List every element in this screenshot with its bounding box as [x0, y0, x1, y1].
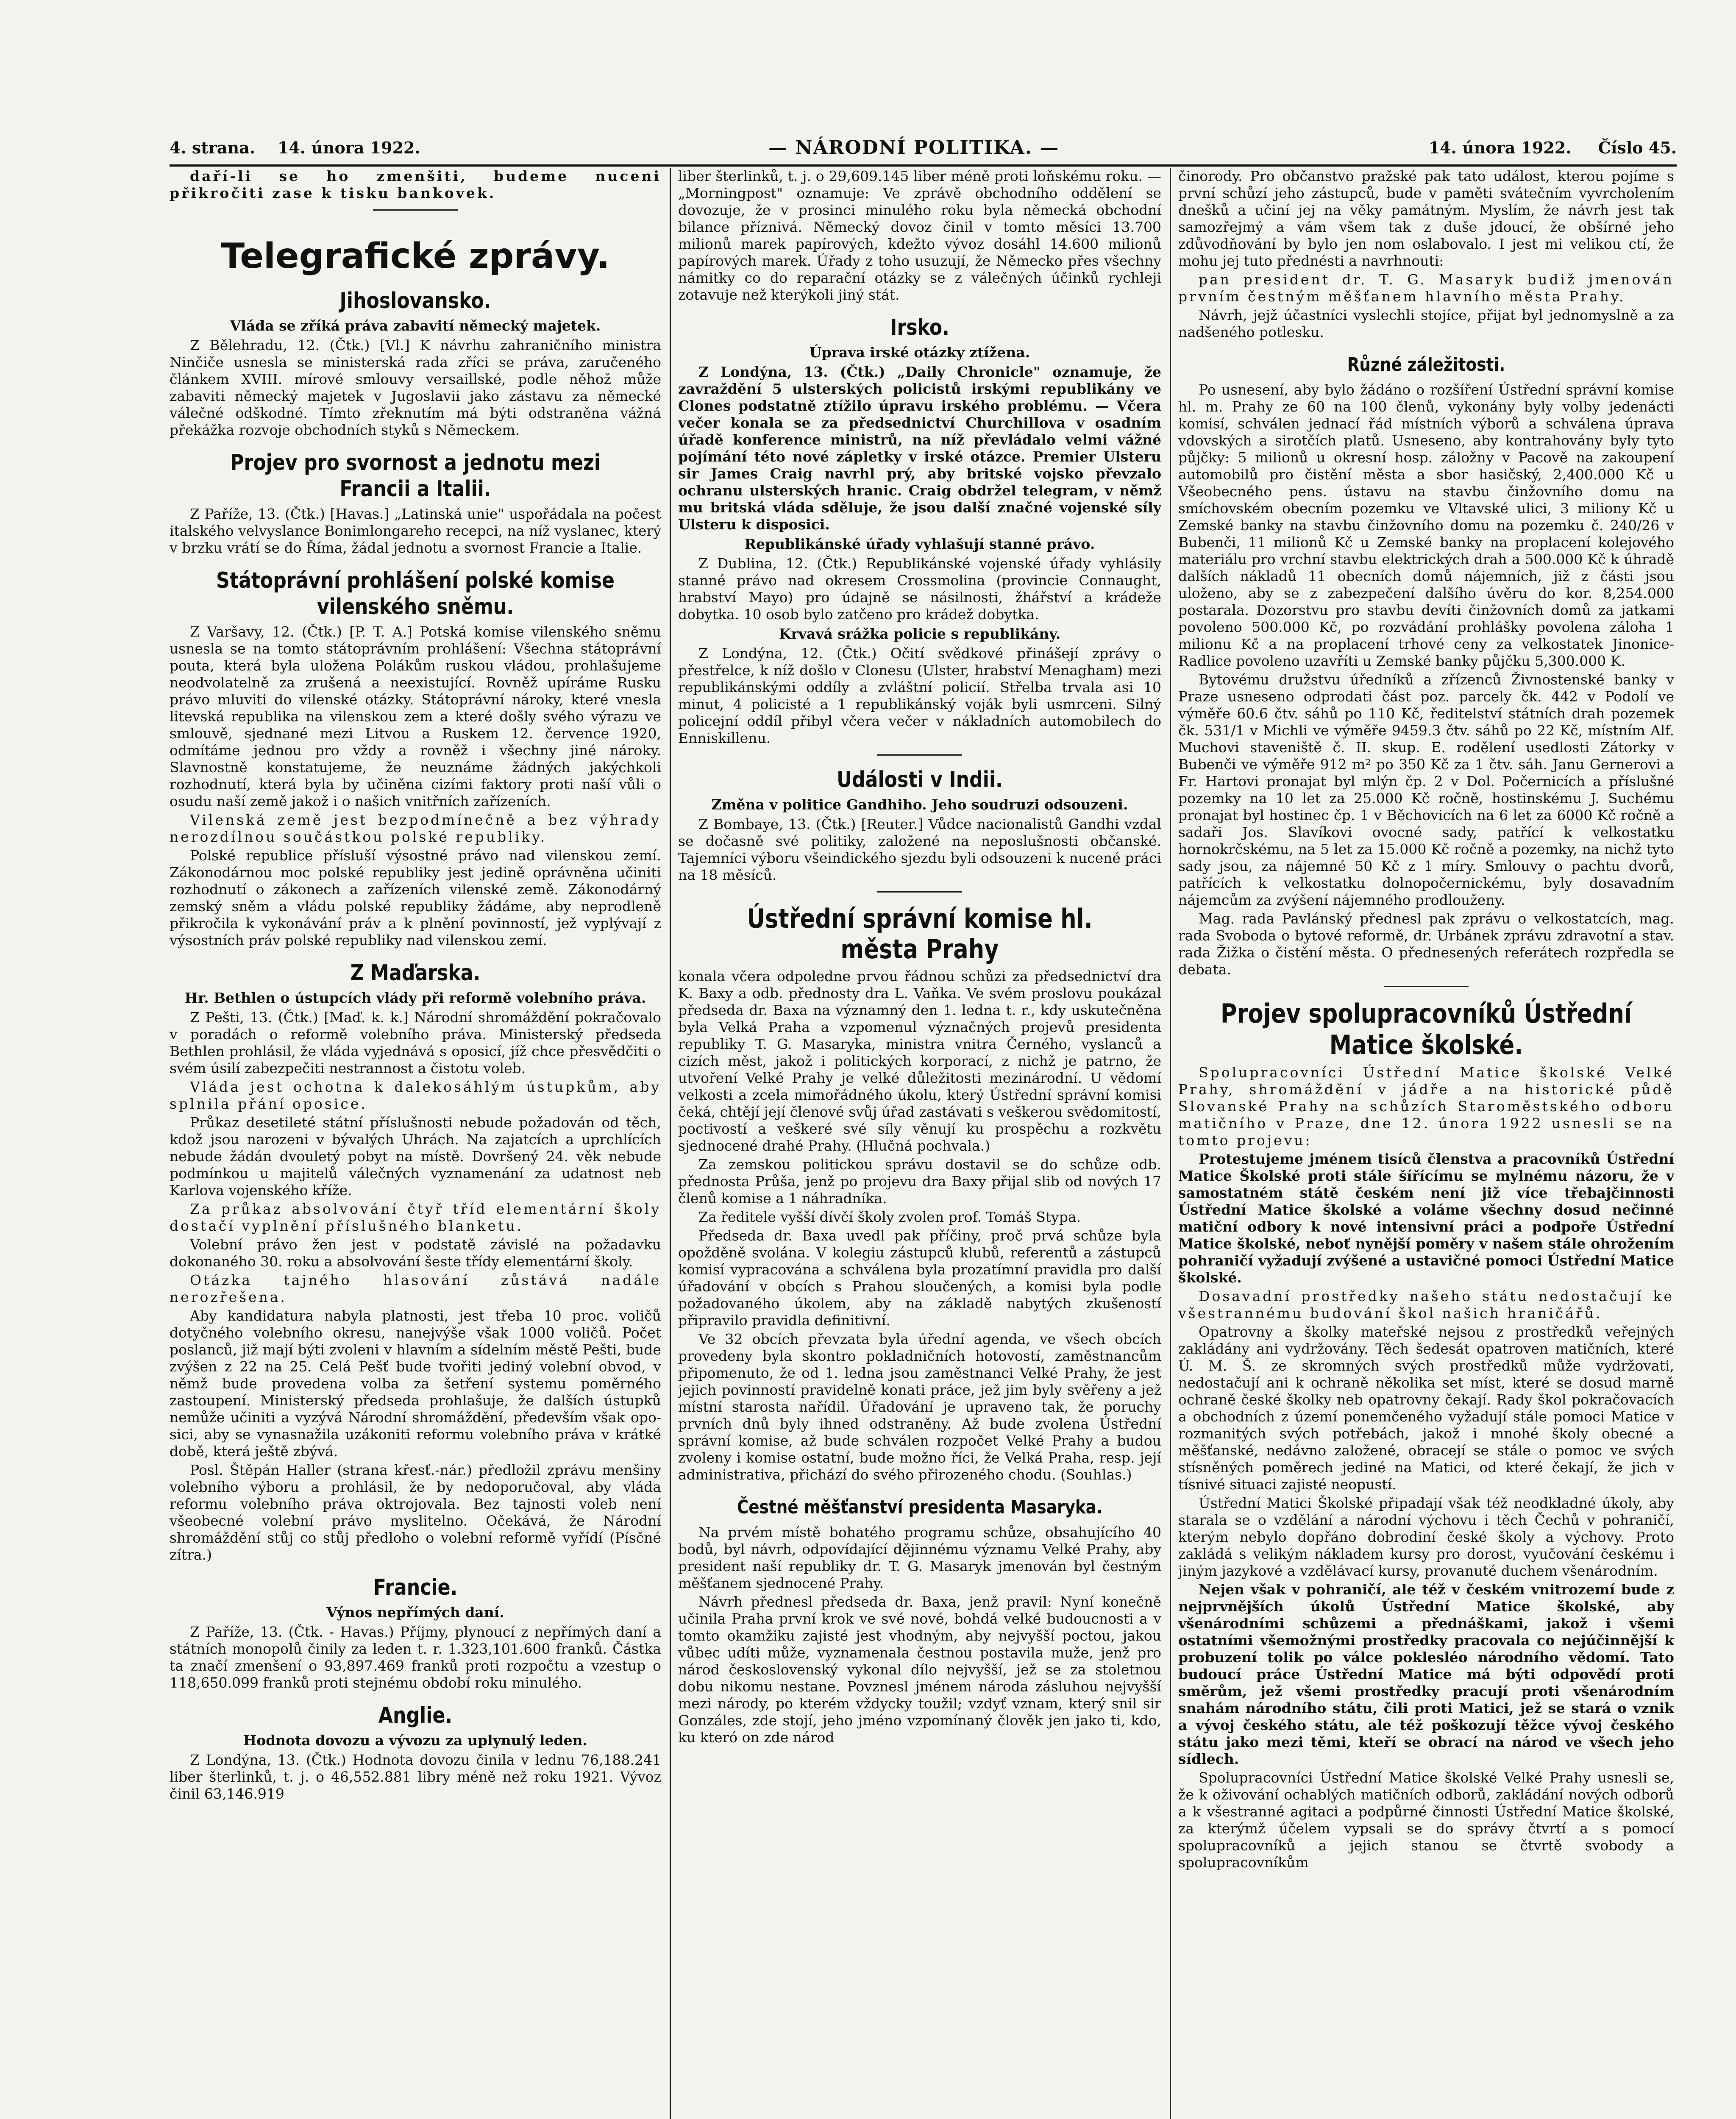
- column-divider: [1170, 168, 1171, 2119]
- article-subheading: Krvavá srážka policie s republikány.: [779, 626, 1061, 642]
- article-heading: Státoprávní prohlášení polské komise vilenského sněmu.: [216, 568, 615, 620]
- article-heading: Čestné měšťanství presidenta Masaryka.: [737, 1496, 1103, 1518]
- article-text: Spolupracovníci Ústřední Matice školské Velké Prahy, shromáždění v jádře a na historické půdě Slovanské Prahy na schůzích Staroměstského odboru matičního v Praze, dne 12. února 1922 usnesli se na tomto projevu:: [1178, 1064, 1674, 1148]
- article-text: Vilenská země jest bezpodmínečně a bez výhrady nerozdílnou součástkou polské republiky.: [170, 812, 661, 845]
- article-text: Spolupracovníci Ústřední Matice školské Velké Prahy usnesli se, že k oživování ochablých matičních odborů, zakládání nových odborů a k všestranné agitaci a podpůrné činnosti Ústřední Matice školské, za kterýmž účelem vypsali se do správy čtvrtí a s pomocí spolupracovníků a jejich stanou se čtvrtě svobody a spolupracovníkům: [1178, 1769, 1674, 1871]
- article-heading: Irsko.: [890, 315, 949, 340]
- article-text: Z Londýna, 13. (Čtk.) Hodnota dovozu činila v lednu 76,188.241 liber šterlinků, t. j. o 46,552.881 libry méně než roku 1921. Vývoz činil 63,146.919: [170, 1752, 661, 1802]
- article-text: Po usnesení, aby bylo žádáno o rozšíření Ústřední správní komise hl. m. Prahy ze 60 na 100 členů, vykonány byly volby jedenácti komisí, schválen jednací řád místních výborů a schválena úprava vdovských a sirotčích platů. Usneseno, aby kontrahovány byly tyto půjčky: 5 milionů u okresní hosp. záložny v Pacově na zakoupení automobilů pro čistění města a sbor hasičský, 2,400.000 Kč u Všeobecného pens. ústavu na stavbu činžovního domu na smíchovském obecním pozemku ve Vltavské ulici, 3 miliony Kč u Zemské banky na stavbu činžovního domu na pozemku č. 240/26 v Bubenči, 11 milionů Kč u Zemské banky na proplacení kolejového materiálu pro vrchní stavbu elektrických drah a 500.000 Kč k úhradě dalších nákladů 11 obecních domů nájemních, již z části jsou uloženo, aby se z zabezpečení dalšího úvěru do kor. 8,254.000 postarala. Dozorstvu pro stavbu devíti činžovních domů za jatkami povoleno 500.000 Kč, po rozvádání prohlášky povolena záloha 1 milionu Kč a na proplacení trhové ceny za velkostatek Jinonice-Radlice povoleno uzavříti u Zemské banky půjčku 5,300.000 K.: [1178, 381, 1674, 669]
- article-text: liber šterlinků, t. j. o 29,609.145 liber méně proti loňskému roku. — „Morningpost" oznamuje: Ve zprávě obchodního oddělení se dovozuje, že v prosinci minulého roku byla německá obchodní bilance příznivá. Německý dovoz činil v tomto měsíci 13.700 milionů marek papírových, kdežto vývoz dosáhl 14.600 milionů papírových marek. Úřady z toho usuzují, že Německo přes všechny námitky co do reparační otázky se z válečných účinků rychleji zotavuje než kterýkoli jiný stát.: [678, 168, 1161, 303]
- article-text: Návrh přednesl předseda dr. Baxa, jenž pravil: Nyní konečně učinila Praha první krok ve své nové, bohdá velké budoucnosti a v tomto okamžiku zajisté jest vhodným, aby nejvyšší poctou, jakou vůbec udíti může, vyznamenala čestnou postavila muže, jenž pro národ československý vykonal dílo nejvyšší, jež se za stoletnou dobu nikomu nestane. Povznesl jménem národa zásluhou nejvyšší mezi národy, po kterém vždycky toužil; vzdyť vznam, který snil sir Gonzáles, zde stojí, jeho jméno vzpomínaný člověk jen jako ti, kdo, ku kteró on zde národ: [678, 1593, 1161, 1746]
- column-2: [678, 168, 1161, 2119]
- article-subheading: Republikánské úřady vyhlašují stanné právo.: [744, 536, 1095, 552]
- article-text: Z Dublina, 12. (Čtk.) Republikánské vojenské úřady vyhlásily stanné právo nad okresem Crossmolina (provincie Connaught, hrabství Mayo) pro údajně se násilnosti, žhářství a krádeže dobytka. 10 osob bylo zatčeno pro krádež dobytka.: [678, 555, 1161, 623]
- article-text: Volební právo žen jest v podstatě závislé na požadavku dokonaného 30. roku a absolvování šeste třídy elementární školy.: [170, 1236, 661, 1270]
- article-text: Ústřední Matici Školské připadají však též neodkladné úkoly, aby starala se o vzdělání a národní výchovu i těch Čechů v pohraničí, kterým nebylo dopřáno dobrodiní české školy a výchovy. Proto zakládá s velikým nákladem kursy pro dorost, vyučování českému i jiným jazykové a vzdělávací kursy, provanuté duchem všenárodním.: [1178, 1495, 1674, 1579]
- article-heading: Projev pro svornost a jednotu mezi Francii a Italii.: [230, 450, 601, 502]
- section-rule: [373, 209, 458, 211]
- article-text: Bytovému družstvu úředníků a zřízenců Živnostenské banky v Praze usneseno odprodati část poz. parcely čk. 442 v Podolí ve výměře 60.6 čtv. sáhů po 110 Kč, ředitelství státních drah pozemek čk. 531/1 v Michli ve výměře 9459.3 čtv. sáhů po 22 Kč, místním Alf. Muchovi staveniště č. II. skup. E. rodělení usedlosti Zátorky v Bubenči ve výměře 912 m² po 350 Kč za 1 čtv. sáh. Janu Gernerovi a Fr. Hartovi pronajat byl mlýn čp. 2 v Dol. Počernicích a příslušné pozemky na 10 let za 25.000 Kč ročně, hostinskému J. Suchému pronajat byl hostinec čp. 1 v Běchovicích na 6 let za 6000 Kč ročně a sadaři Jos. Slavíkovi ovocné sady, patřící k velkostatku hornokrčskému, na 5 let za 15.000 Kč ročně a pozemky, na nichž tyto sady jsou, za nájemné 50 Kč z 1 míry. Smlouvy o pachtu dvorů, patřících k velkostatku dolnopočernickému, byly dosavadním nájemcům za zvýšení nájemného prodlouženy.: [1178, 671, 1674, 908]
- header-date-left: 14. února 1922.: [277, 138, 420, 157]
- article-subheading: Hodnota dovozu a vývozu za uplynulý leden.: [243, 1732, 588, 1749]
- article-text: Otázka tajného hlasování zůstává nadále nerozřešena.: [170, 1272, 661, 1305]
- article-intro: daří-li se ho zmenšiti, budeme nuceni přikročiti zase k tisku bankovek.: [170, 168, 661, 201]
- article-subheading: Změna v politice Gandhiho. Jeho soudruzi odsouzeni.: [711, 796, 1128, 813]
- newspaper-title: — NÁRODNÍ POLITIKA. —: [768, 136, 1060, 159]
- column-divider: [670, 168, 671, 2119]
- article-subheading: Vláda se zříká práva zabavití německý majetek.: [230, 317, 601, 334]
- article-heading: Z Maďarska.: [350, 960, 481, 986]
- article-text: činorody. Pro občanstvo pražské pak tato událost, kterou pojíme s první schůzí jeho zástupců, bude v paměti svátečním vyvrcholením dnešků a učiní jej na věky památným. Myslím, že návrh jest tak samozřejmý a vám všem tak z duše jdoucí, že obšírné jeho zdůvodňování by bylo jen nom oslabovalo. I jest mi velikou ctí, že mohu jej tuto přednésti a navrhnouti:: [1178, 168, 1674, 269]
- column-1: [170, 168, 661, 2119]
- article-heading: Anglie.: [378, 1703, 453, 1728]
- article-heading: Francie.: [373, 1575, 458, 1600]
- article-text: Z Paříže, 13. (Čtk. - Havas.) Příjmy, plynoucí z nepřímých daní a státních monopolů činily za leden t. r. 1.323,101.600 franků. Částka ta značí zmenšení o 93,897.469 franků proti rozpočtu a vzestup o 118,650.099 franků proti stejnému období roku minulého.: [170, 1624, 661, 1691]
- article-text: Protestujeme jménem tisíců členstva a pracovníků Ústřední Matice Školské proti stále šířícímu se mylnému názoru, že v samostatném státě českém není již více třebajčinnosti Ústřední Matice školské a voláme všechny dosud nečinné matiční odbory k nové intensivní práci a podpoře Ústřední Matice školské, neboť nynější poměry v našem stále ohrožením pohraničí vyžadují zvýšené a ustavičné pomoci Ústřední Matice školské.: [1178, 1151, 1674, 1286]
- section-rule: [1384, 986, 1469, 987]
- section-rule: [877, 891, 962, 893]
- article-text: Z Paříže, 13. (Čtk.) [Havas.] „Latinská unie" uspořádala na počest italského velvyslance Bonimlongareho recepci, na níž vyslanec, který v brzku vrátí se do Říma, žádal jednotu a svornost Francie a Italie.: [170, 506, 661, 556]
- article-text: Vláda jest ochotna k dalekosáhlým ústupkům, aby splnila přání oposice.: [170, 1079, 661, 1112]
- article-text: Za průkaz absolvování čtyř tříd elementární školy dostačí vyplnění příslušného blanketu.: [170, 1201, 661, 1234]
- page-header: [170, 135, 1677, 160]
- page-number: 4. strana.: [170, 138, 255, 157]
- article-heading: Události v Indii.: [837, 767, 1003, 793]
- article-text: Z Varšavy, 12. (Čtk.) [P. T. A.] Potská komise vilenského sněmu usnesla se na tomto státoprávním prohlášení: Všechna státoprávní pouta, která byla uložena Polákům ruskou vládou, prohlašujeme neodvolatelně za zrušená a neexistující. Rovněž upíráme Rusku právo mluviti do vilenské otázky. Státoprávní nároky, které vnesla litevská republika na vilenskou zem a které došly svého výrazu ve smlouvě, sjednané mezi Litvou a Ruskem 12. července 1920, odmítáme jednou pro vždy a rovněž i všechny jiné nároky. Slavnostně konstatujeme, že neuznáme žádných jakýchkoli rozhodnutí, která byla by učiněna cizími faktory proti naší vůli o osudu naší země jakož i o našich vnitřních zařízeních.: [170, 623, 661, 809]
- article-text: Nejen však v pohraničí, ale též v českém vnitrozemí bude z nejprvnějších úkolů Ústřední Matice školské, aby všenárodními schůzemi a přednáškami, jakož i všemi ostatními všemožnými prostředky pracovala co nejúčinnější k probuzení tolik po válce poklesléo národního vědomí. Tato budoucí práce Ústřední Matice má býti odpovědí proti směrům, jež všemi prostředky pracují proti všenárodním snahám národního státu, čili proti Matici, jež se stará o vznik a vývoj českého státu, ale též poškozují těžce vývoj českého státu jako mezi těmi, kteří se obrací na národ ve všech jeho sídlech.: [1178, 1581, 1674, 1767]
- section-title: Telegrafické zprávy.: [221, 236, 610, 276]
- resolution-text: pan president dr. T. G. Masaryk budiž jmenován prvním čestným měšťanem hlavního města Prahy.: [1178, 271, 1674, 305]
- article-text: Za ředitele vyšší dívčí školy zvolen prof. Tomáš Stypa.: [698, 1209, 1081, 1225]
- header-date-right: 14. února 1922.: [1428, 138, 1572, 157]
- article-text: Dosavadní prostředky našeho státu nedostačují ke všestrannému budování škol našich hraničářů.: [1178, 1288, 1674, 1321]
- article-text: Mag. rada Pavlánský přednesl pak zprávu o velkostatcích, mag. rada Svoboda o bytové reformě, dr. Urbánek zprávu zdravotní a stav. rada Žižka o čistění města. O přednesených referátech rozpředla se debata.: [1178, 910, 1674, 978]
- article-text: Aby kandidatura nabyla platnosti, jest třeba 10 proc. voličů dotyčného volebního okresu, nanejvýše však 1000 voličů. Počet poslanců, již mají býti zvoleni v hlavním a sídelním městě Pešti, bude zvýšen z 22 na 25. Celá Pešť bude tvořiti jediný volební obvod, v němž bude provedena volba za šetření systemu poměrného zastoupení. Ministerský předseda prohlašuje, že dalších ústupků nemůže učiniti a vyzývá Národní shromáždění, především však oposici, aby se vynasnažila uzákoniti reformu volebního práva v krátké době, která ještě zbývá.: [170, 1307, 661, 1460]
- article-subheading: Úprava irské otázky ztížena.: [809, 344, 1030, 361]
- article-text: Na prvém místě bohatého programu schůze, obsahujícího 40 bodů, byl návrh, odpovídající dějinnému významu Velké Prahy, aby president naší republiky dr. T. G. Masaryk jmenován byl čestným měšťanem sjednocené Prahy.: [678, 1524, 1161, 1591]
- article-text: konala včera odpoledne prvou řádnou schůzi za předsednictví dra K. Baxy a odb. přednosty dra L. Vaňka. Ve svém proslovu poukázal předseda dr. Baxa na významný den 1. ledna t. r., kdy uskutečněna byla Velká Praha a vzpomenul význačných projevů presidenta republiky T. G. Masaryka, ministra vnitra Černého, vyslanců a cizích měst, jakož i politických korporací, z nichž je patrno, že utvoření Velké Prahy je velké důležitosti mezinárodní. U vědomí velkosti a zcela mimořádného úkolu, který Ústřední správní komisi čeká, chtějí její členové svůj úřad zastávati s veškerou svědomitostí, poctivostí a veškeré své síly věnují ku prospěchu a rozkvětu sjednocené drahé Prahy. (Hlučná pochvala.): [678, 968, 1161, 1154]
- header-rule: [170, 164, 1677, 167]
- article-text: Z Londýna, 13. (Čtk.) „Daily Chronicle" oznamuje, že zavraždění 5 ulsterských policistů irskými republikány ve Clones podstatně ztížilo úpravu irského problému. — Včera večer konala se za předsednictví Churchillova v osadním úřadě konference ministrů, na níž převládalo velmi vážné pojímání této nové zápletky v irské otázce. Premier Ulsteru sir James Craig navrhl prý, aby britské vojsko převzalo ochranu ulsterských hranic. Craig obdržel telegram, v němž mu britská vláda sděluje, že jsou další značné vojenské síly Ulsteru k disposici.: [678, 364, 1161, 533]
- header-left: [170, 138, 420, 157]
- article-text: Z Londýna, 12. (Čtk.) Očití svědkové přinášejí zprávy o přestřelce, k níž došlo v Clonesu (Ulster, hrabství Menagham) mezi republikánskými oddíly a zvláštní policií. Střelba trvala asi 10 minut, 4 policisté a 1 republikánský voják byli usmrceni. Silný policejní oddíl přibyl včera večer v nákladních automobilech do Enniskillenu.: [678, 645, 1161, 746]
- article-text: Z Bombaye, 13. (Čtk.) [Reuter.] Vůdce nacionalistů Gandhi vzdal se dočasně své politiky, založené na neposlušnosti občanské. Tajemníci výboru všeindického sjezdu byli odsouzeni k nucené práci na 18 měsíců.: [678, 816, 1161, 883]
- article-text: Z Pešti, 13. (Čtk.) [Maď. k. k.] Národní shromáždění pokračovalo v poradách o reformě volebního práva. Ministerský předseda Bethlen prohlásil, že vláda vyjednává s oposicí, jíž chce přesvědčiti o svém úsilí zabezpečiti nestrannost a čistotu voleb.: [170, 1009, 661, 1076]
- article-text: Předseda dr. Baxa uvedl pak příčiny, proč prvá schůze byla opožděně svolána. V kolegiu zástupců klubů, referentů a zástupců komisí vypracována a schválena byla prozatímní pravidla pro další úřadování v obcích s Prahou sloučených, a komisi byla podle požadovaného úkolem, aby na základě nabytých zkušeností připravilo pravidla definitivní.: [678, 1227, 1161, 1329]
- article-text: Návrh, jejž účastníci vyslechli stojíce, přijat byl jednomyslně a za nadšeného potlesku.: [1178, 307, 1674, 340]
- article-heading: Ústřední správní komise hl. města Prahy: [747, 903, 1093, 965]
- article-text: Ve 32 obcích převzata byla úřední agenda, ve všech obcích provedeny byla skontro pokladničních hotovostí, zaměstnancům připomenuto, že od 1. ledna jsou zaměstnanci Velké Prahy, že jest jejich povinností pravidelně konati práce, jež jim byly svěřeny a jež místní starosta nařídil. Úřadování je upraveno tak, že poruchy prvních dnů byly ihned odstraněny. Až bude zvolena Ústřední správní komise, až bude schválen rozpočet Velké Prahy a budou zvoleny i komise ostatní, bude možno říci, že Velká Praha, resp. její administrativa, přichází do svého přirozeného chodu. (Souhlas.): [678, 1331, 1161, 1483]
- article-text: Průkaz desetileté státní příslušnosti nebude požadován od těch, kdož jsou narozeni v bývalých Uhrách. Na zajatcích a uprchlících nebude žádán dvouletý pobyt na místě. Dovršený 24. věk nebude podmínkou u majitelů válečných vyznamenání za udatnost neb Karlova vojenského kříže.: [170, 1114, 661, 1199]
- article-text: Posl. Štěpán Haller (strana křesť.-nár.) předložil zprávu menšiny volebního výboru a prohlásil, že by nedoporučoval, aby vláda reformu volebního práva oktrojovala. Bez tajnosti voleb není všeobecné volební právo myslitelno. Očekává, že Národní shromáždění stůj co stůj předloho o volební reformě vyřídí (Písčné zítra.): [170, 1462, 661, 1563]
- article-subheading: Výnos nepřímých daní.: [326, 1604, 504, 1621]
- article-heading: Jihoslovansko.: [339, 288, 491, 314]
- article-heading: Projev spolupracovníků Ústřední Matice školské.: [1220, 998, 1632, 1060]
- article-text: Z Bělehradu, 12. (Čtk.) [Vl.] K návrhu zahraničního ministra Ninčiče usnesla se ministerská rada zříci se práva, zaručeného článkem XVIII. mírové smlouvy versaillské, podle něhož může zabaviti německý majetek v Jugoslavii jako zástavu za německé válečné odškodné. Tímto zřeknutím má býti odstraněna vážná překážka rozvoje obchodních styků s Německem.: [170, 337, 661, 438]
- article-text: Polské republice přísluší výsostné právo nad vilenskou zemí. Zákonodárnou moc polské republiky jest jedině oprávněna učiniti rozhodnutí o zákonech a zařízeních vilenské země. Zákonodárný zemský sněm a vládu polské republiky žádáme, aby neprodleně přikročila k vykonávání práv a k plnění povinností, jež vyplývají z výsostních práv polské republiky nad vilenskou zemí.: [170, 847, 661, 948]
- article-text: Opatrovny a školky mateřské nejsou z prostředků veřejných zakládány ani vydržovány. Těch šedesát opatroven matičních, které Ú. M. Š. ze skromných svých prostředků může vydržovati, nedostačují ani k ochraně několika set míst, které se dosud marně ochraně české školky neb opatrovny čekají. Rady škol pokračovacích a obchodních z území ponemčeného vyžadují stále pomoci Matice v rozmanitých svých potřebách, jakož i mnohé školy obecné a měšťanské, nedávno založené, obracejí se stále o pomoc ve svých stísněných poměrech jediné na Matici, od které čekají, že jich v tísnivé situaci zajisté neopustí.: [1178, 1324, 1674, 1493]
- column-3: [1178, 168, 1674, 2119]
- article-heading: Různé záležitosti.: [1347, 354, 1505, 375]
- article-subheading: Hr. Bethlen o ústupcích vlády při reformě volebního práva.: [184, 990, 646, 1006]
- issue-number: Číslo 45.: [1598, 138, 1677, 157]
- section-rule: [877, 754, 962, 756]
- article-text: Za zemskou politickou správu dostavil se do schůze odb. přednosta Průša, jenž po projevu dra Baxy přijal slib od nových 17 členů komise a 1 náhradníka.: [678, 1156, 1161, 1207]
- header-right: [1408, 138, 1677, 157]
